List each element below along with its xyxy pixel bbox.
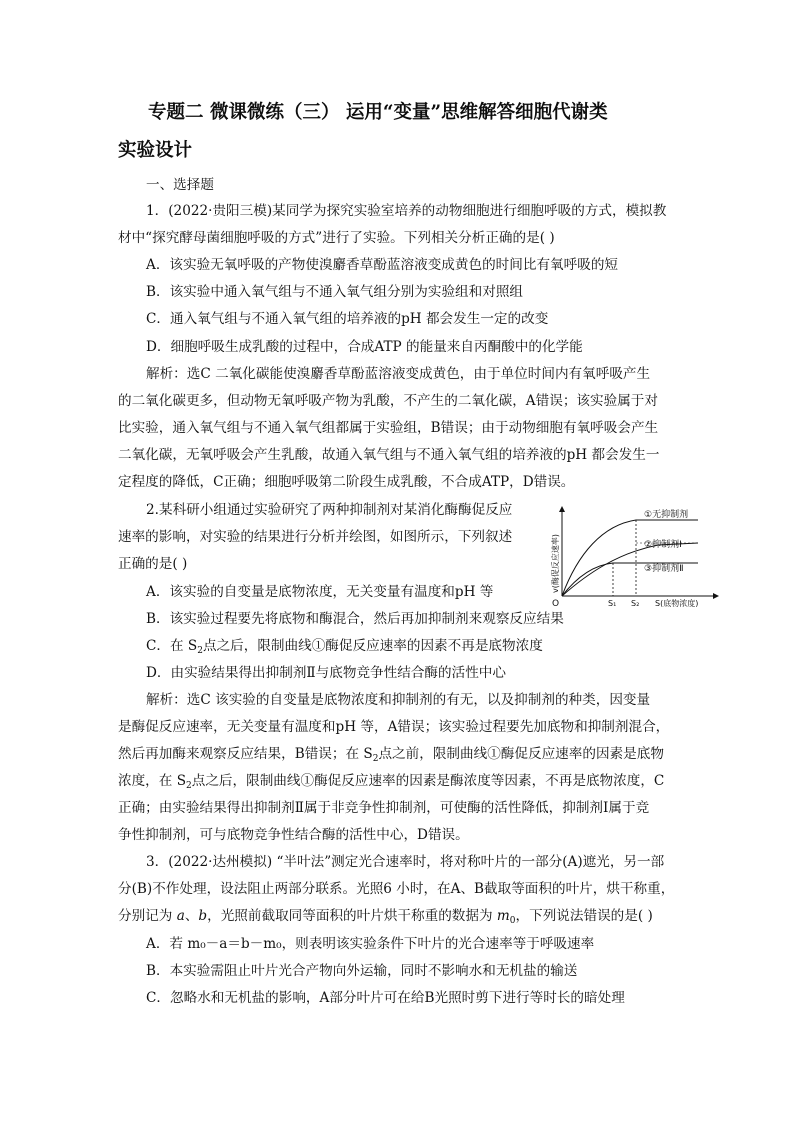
section-heading: 一、选择题 [146, 177, 214, 193]
curve-no-inhibitor [562, 520, 698, 596]
q1-stem-line-1: 1．(2022·贵阳三模)某同学为探究实验室培养的动物细胞进行细胞呼吸的方式，模拟教 [146, 203, 667, 219]
q3-option-c: C．忽略水和无机盐的影响，A部分叶片可在给B光照时剪下进行等时长的暗处理 [146, 990, 625, 1006]
q2-stem-line-1: 2.某科研小组通过实验研究了两种抑制剂对某消化酶酶促反应 [146, 502, 513, 518]
x-tick-s2: S₂ [631, 599, 640, 607]
q2-answer-line-3-sub: 2 [372, 754, 379, 764]
q2-option-a: A．该实验的自变量是底物浓度，无关变量有温度和pH 等 [146, 584, 494, 600]
q2-stem-line-2: 速率的影响，对实验的结果进行分析并绘图，如图所示，下列叙述 [118, 529, 513, 545]
q2-answer-line-3-pre: 然后再加酶来观察反应结果，B错误；在 S [118, 746, 373, 762]
q2-answer-line-3-post: 点之前，限制曲线①酶促反应速率的因素是底物 [378, 746, 664, 762]
q2-answer-line-3 [118, 744, 664, 769]
q3-var-m: m [496, 908, 510, 924]
q2-answer-line-4-sub: 2 [186, 781, 192, 791]
q2-option-c-sub: 2 [197, 646, 203, 656]
q1-option-c: C．通入氧气组与不通入氧气组的培养液的pH 都会发生一定的改变 [146, 311, 549, 327]
q3-stem-line-1: 3．(2022·达州模拟) “半叶法”测定光合速率时，将对称叶片的一部分(A)遮光，另一部 [146, 854, 665, 870]
legend-inhibitor-2: ③抑制剂Ⅱ [644, 564, 684, 574]
origin-label: O [552, 599, 560, 607]
chart-svg [548, 503, 720, 607]
enzyme-rate-chart [548, 503, 720, 607]
x-tick-s1: S₁ [608, 599, 617, 607]
q2-answer-line-4 [118, 771, 664, 796]
q1-answer-line-1: 解析：选C 二氧化碳能使溴麝香草酚蓝溶液变成黄色，由于单位时间内有氧呼吸产生 [146, 366, 651, 382]
q2-option-b: B．该实验过程要先将底物和酶混合，然后再加抑制剂来观察反应结果 [146, 611, 564, 627]
q3-var-b: b [198, 908, 208, 924]
title-line-2: 实验设计 [118, 140, 193, 161]
title-line-1: 专题二 微课微练（三） 运用“变量”思维解答细胞代谢类 [148, 102, 608, 123]
q2-answer-line-4-pre: 浓度，在 S [118, 773, 187, 789]
q1-answer-line-3: 比实验，通入氧气组与不通入氧气组都属于实验组，B错误；由于动物细胞有氧呼吸会产生 [118, 420, 659, 436]
q2-option-c-pre: C．在 S [146, 638, 198, 654]
q3-stem-line-3-mid2: ，光照前截取同等面积的叶片烘干称重的数据为 [207, 908, 497, 924]
q2-answer-line-5: 正确；由实验结果得出抑制剂Ⅱ属于非竞争性抑制剂，可使酶的活性降低，抑制剂Ⅰ属于竞 [118, 800, 650, 816]
q1-answer-line-2: 的二氧化碳更多，但动物无氧呼吸产物为乳酸，不产生的二氧化碳，A错误；该实验属于对 [118, 393, 658, 409]
q1-option-a: A．该实验无氧呼吸的产物使溴麝香草酚蓝溶液变成黄色的时间比有氧呼吸的短 [146, 257, 619, 273]
q2-option-d: D．由实验结果得出抑制剂Ⅱ与底物竞争性结合酶的活性中心 [146, 665, 506, 681]
q2-answer-line-1: 解析：选C 该实验的自变量是底物浓度和抑制剂的有无，以及抑制剂的种类，因变量 [146, 692, 651, 708]
q2-option-c-post: 点之后，限制曲线①酶促反应速率的因素不再是底物浓度 [202, 638, 543, 654]
q2-answer-line-2: 是酶促反应速率，无关变量有温度和pH 等，A错误；该实验过程要先加底物和抑制剂混合， [118, 719, 670, 735]
y-axis-label: v(酶促反应速率) [551, 534, 560, 593]
q3-stem-line-3-mid1: 、 [184, 908, 199, 924]
x-axis-label: S(底物浓度) [655, 599, 699, 607]
legend-no-inhibitor: ①无抑制剂 [644, 510, 689, 520]
q3-stem-line-3-post: ，下列说法错误的是( ) [515, 908, 653, 924]
q1-answer-line-5: 定程度的降低，C正确；细胞呼吸第二阶段生成乳酸，不合成ATP，D错误。 [118, 474, 575, 490]
q2-option-c [146, 636, 543, 661]
q1-answer-line-4: 二氧化碳，无氧呼吸会产生乳酸，故通入氧气组与不通入氧气组的培养液的pH 都会发生一 [118, 447, 660, 463]
q3-var-m-sub: 0 [509, 916, 516, 926]
q3-option-a: A．若 m₀－a＝b－m₀，则表明该实验条件下叶片的光合速率等于呼吸速率 [146, 936, 595, 952]
q2-answer-line-6: 争性抑制剂，可与底物竞争性结合酶的活性中心，D错误。 [118, 827, 469, 843]
q3-option-b: B．本实验需阻止叶片光合产物向外运输，同时不影响水和无机盐的输送 [146, 963, 578, 979]
legend-inhibitor-1: ②抑制剂Ⅰ [644, 540, 682, 550]
q3-stem-line-3 [118, 906, 653, 931]
q2-stem-line-3: 正确的是( ) [118, 556, 188, 572]
q1-option-d: D．细胞呼吸生成乳酸的过程中，合成ATP 的能量来自丙酮酸中的化学能 [146, 339, 583, 355]
q3-stem-line-3-pre: 分别记为 [118, 908, 177, 924]
q3-stem-line-2: 分(B)不作处理，设法阻止两部分联系。光照6 小时，在A、B截取等面积的叶片，烘干称重， [118, 881, 675, 897]
q3-var-a: a [176, 908, 185, 924]
q2-answer-line-4-post: 点之后，限制曲线①酶促反应速率的因素是酶浓度等因素，不再是底物浓度，C [191, 773, 665, 789]
q1-stem-line-2: 材中“探究酵母菌细胞呼吸的方式”进行了实验。下列相关分析正确的是( ) [118, 230, 555, 246]
page-title [118, 94, 698, 170]
q1-option-b: B．该实验中通入氧气组与不通入氧气组分别为实验组和对照组 [146, 284, 524, 300]
